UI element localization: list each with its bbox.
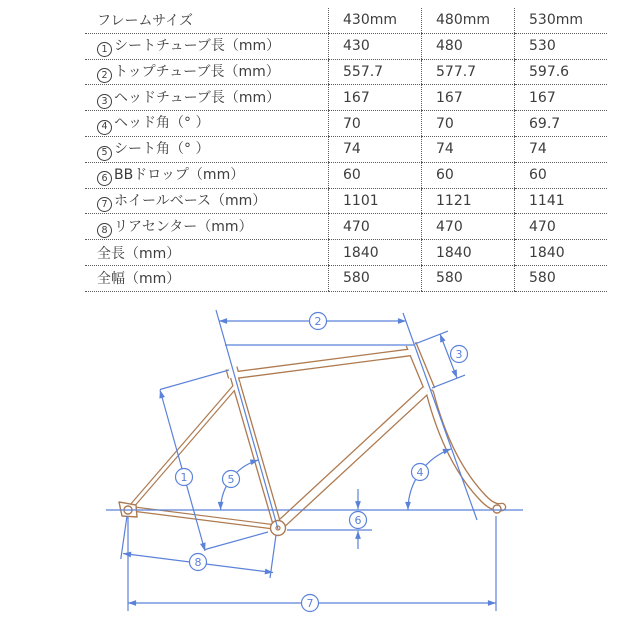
diagram-callouts [176, 313, 468, 612]
spec-value: 430 [329, 33, 422, 59]
svg-text:7: 7 [306, 596, 314, 610]
callout-bb-drop [350, 512, 367, 529]
circled-number: 5 [97, 146, 112, 161]
spec-value: 70 [422, 111, 515, 137]
spec-label: 3 ヘッドチューブ長（mm） [85, 85, 329, 111]
spec-value: 70 [329, 111, 422, 137]
callout-wheelbase [302, 595, 319, 612]
spec-value: 580 [515, 265, 608, 291]
svg-text:4: 4 [416, 465, 424, 479]
callout-head-angle [412, 464, 429, 481]
spec-label: 4 ヘッド角（° ） [85, 111, 329, 137]
callout-seat-tube [176, 469, 193, 486]
table-row [85, 162, 607, 188]
spec-label: 5 シート角（° ） [85, 136, 329, 162]
table-row [85, 85, 607, 111]
spec-label: 全長（mm） [85, 240, 329, 266]
table-row [85, 265, 607, 291]
spec-label: 2 トップチューブ長（mm） [85, 59, 329, 85]
spec-value: 580 [329, 265, 422, 291]
circled-number: 6 [97, 171, 112, 186]
table-row [85, 33, 607, 59]
spec-value: 60 [329, 162, 422, 188]
spec-value: 530 [515, 33, 608, 59]
callout-top-tube [310, 313, 327, 330]
svg-text:6: 6 [354, 513, 362, 527]
spec-value: 470 [422, 214, 515, 240]
spec-value: 597.6 [515, 59, 608, 85]
spec-value: 69.7 [515, 111, 608, 137]
size-column-header: 530mm [515, 8, 608, 33]
frame-size-table [85, 8, 607, 292]
spec-label: 1 シートチューブ長（mm） [85, 33, 329, 59]
bike-frame-outline [119, 344, 502, 536]
callout-head-tube [451, 346, 468, 363]
spec-label: 8 リアセンター（mm） [85, 214, 329, 240]
spec-value: 480 [422, 33, 515, 59]
svg-text:2: 2 [314, 314, 322, 328]
svg-text:8: 8 [194, 555, 202, 569]
circled-number: 2 [97, 68, 112, 83]
spec-value: 1840 [329, 240, 422, 266]
spec-value: 74 [329, 136, 422, 162]
spec-value: 167 [515, 85, 608, 111]
spec-value: 167 [329, 85, 422, 111]
table-row [85, 240, 607, 266]
spec-value: 74 [515, 136, 608, 162]
spec-value: 1840 [515, 240, 608, 266]
spec-label: 6 BBドロップ（mm） [85, 162, 329, 188]
svg-text:1: 1 [180, 470, 188, 484]
seat-tube-axis-line [216, 310, 278, 529]
circled-number: 7 [97, 197, 112, 212]
table-row [85, 59, 607, 85]
spec-value: 1840 [422, 240, 515, 266]
arc-head-angle [408, 449, 451, 510]
table-header-row [85, 8, 607, 33]
spec-value: 577.7 [422, 59, 515, 85]
circled-number: 1 [97, 42, 112, 57]
callout-rear-center [190, 554, 207, 571]
spec-value: 470 [329, 214, 422, 240]
svg-text:3: 3 [455, 347, 463, 361]
size-column-header: 480mm [422, 8, 515, 33]
table-row [85, 111, 607, 137]
size-column-header: 430mm [329, 8, 422, 33]
callout-seat-angle [223, 471, 240, 488]
front-axle [493, 505, 501, 513]
spec-value: 557.7 [329, 59, 422, 85]
table-row [85, 136, 607, 162]
spec-value: 1141 [515, 188, 608, 214]
spec-value: 167 [422, 85, 515, 111]
circled-number: 4 [97, 120, 112, 135]
circled-number: 8 [97, 223, 112, 238]
steering-axis-line [403, 313, 477, 520]
circled-number: 3 [97, 94, 112, 109]
spec-value: 580 [422, 265, 515, 291]
spec-value: 60 [422, 162, 515, 188]
svg-text:5: 5 [227, 472, 235, 486]
spec-label: 7 ホイールベース（mm） [85, 188, 329, 214]
spec-value: 1121 [422, 188, 515, 214]
spec-value: 1101 [329, 188, 422, 214]
spec-value: 470 [515, 214, 608, 240]
spec-value: 60 [515, 162, 608, 188]
table-header-label: フレームサイズ [85, 8, 329, 33]
spec-value: 74 [422, 136, 515, 162]
spec-label: 全幅（mm） [85, 265, 329, 291]
table-row [85, 214, 607, 240]
table-row [85, 188, 607, 214]
